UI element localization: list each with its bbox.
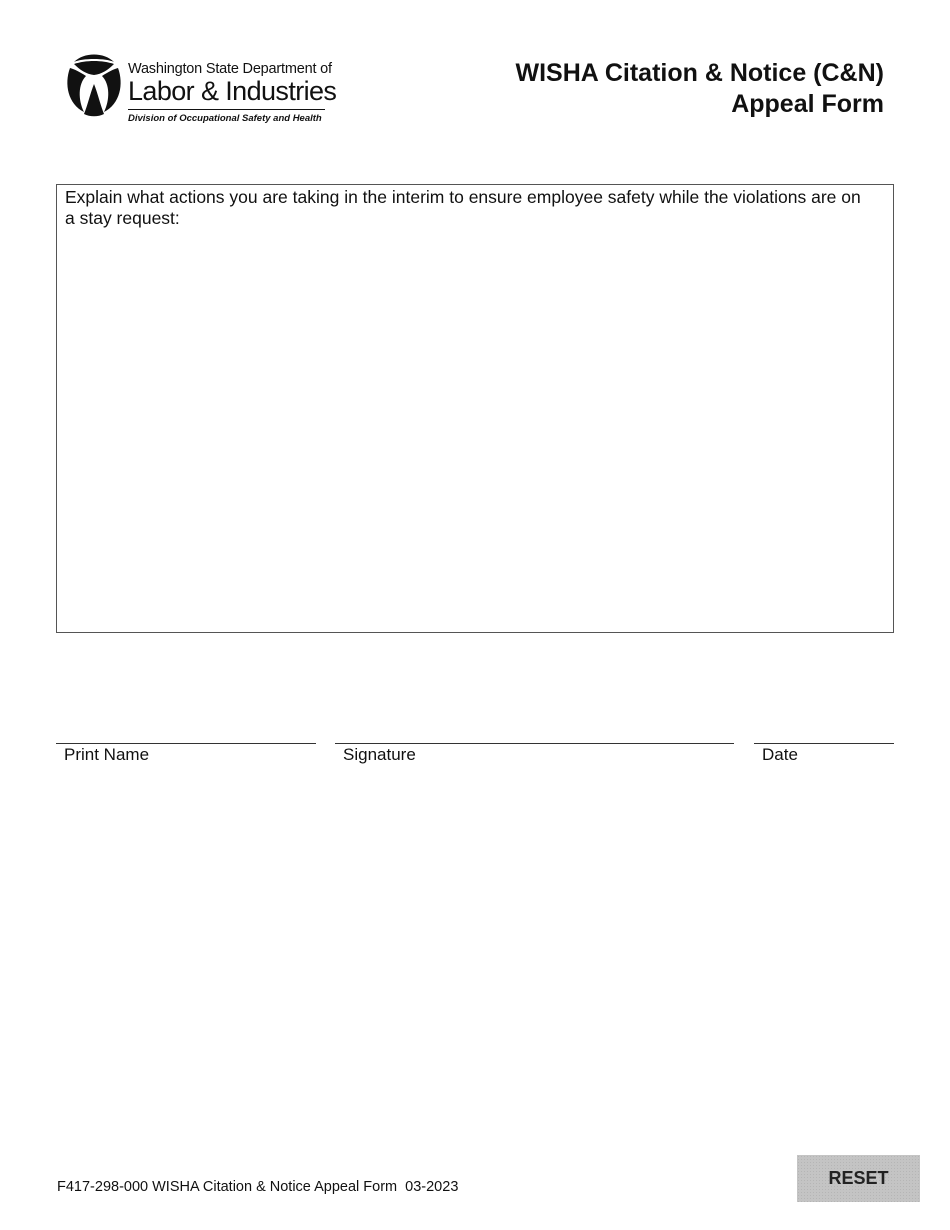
date-label: Date bbox=[762, 745, 798, 764]
signature-label: Signature bbox=[343, 745, 416, 764]
agency-division: Division of Occupational Safety and Health bbox=[128, 113, 322, 124]
print-name-label: Print Name bbox=[64, 745, 150, 764]
form-id-footer: F417-298-000 WISHA Citation & Notice Appeal Form 03-2023 bbox=[57, 1179, 459, 1195]
agency-name-line2: Labor & Industries bbox=[128, 76, 337, 106]
date-field[interactable] bbox=[754, 743, 894, 764]
interim-safety-actions-prompt: Explain what actions you are taking in the interim to ensure employee safety while the violations are on a stay request: bbox=[65, 187, 861, 228]
agency-logo bbox=[62, 54, 337, 130]
interim-safety-actions-field[interactable] bbox=[56, 184, 894, 633]
print-name-field[interactable] bbox=[56, 743, 316, 764]
logo-divider bbox=[128, 109, 325, 110]
interim-safety-actions-input[interactable] bbox=[65, 235, 885, 624]
form-title-line1: WISHA Citation & Notice (C&N) bbox=[515, 59, 884, 87]
signature-field[interactable] bbox=[335, 743, 734, 764]
agency-name-line1: Washington State Department of bbox=[128, 61, 332, 77]
lni-logo-icon bbox=[62, 54, 126, 118]
form-title-line2: Appeal Form bbox=[731, 90, 884, 118]
form-title bbox=[516, 58, 885, 120]
reset-button[interactable]: RESET bbox=[797, 1155, 920, 1202]
